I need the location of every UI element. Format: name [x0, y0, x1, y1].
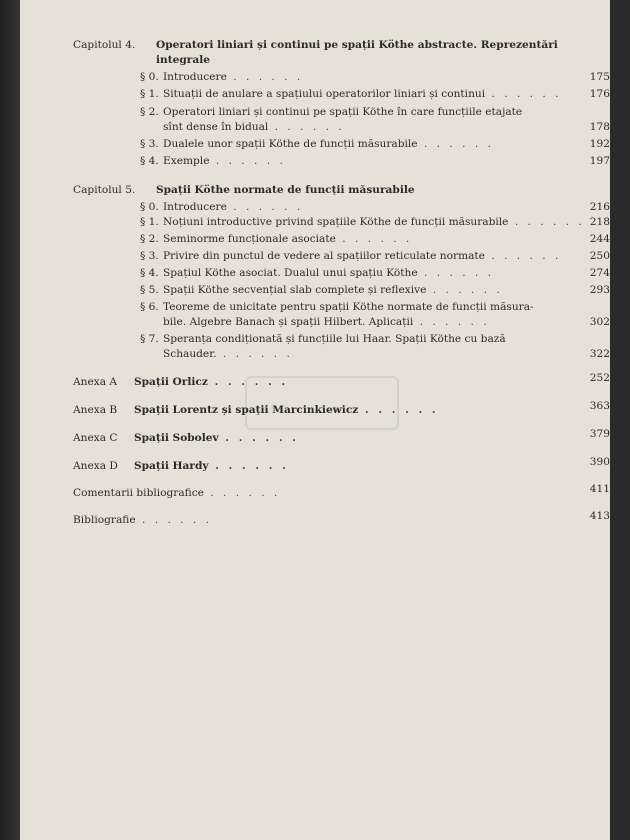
dot-leader: . . . . . .: [508, 216, 585, 228]
page-number: 322: [589, 348, 610, 360]
annex-title: Spații Sobolev . . . . . .: [134, 432, 299, 444]
page-number: 411: [589, 483, 610, 495]
dot-leader: . . . . . .: [209, 155, 286, 167]
page-number: 175: [589, 71, 610, 83]
dot-leader: . . . . . .: [226, 201, 304, 213]
section-number: § 2.: [140, 233, 159, 245]
dot-leader: . . . . . .: [226, 71, 304, 83]
annex-label: Anexa D: [73, 460, 118, 472]
dot-leader: . . . . . .: [268, 121, 345, 133]
section-title: Teoreme de unicitate pentru spații Köthe normate de funcții măsura-: [163, 301, 534, 313]
page-number: 244: [589, 233, 610, 245]
section-title: Noțiuni introductive privind spațiile Köthe de funcții măsurabile . . . . . .: [163, 216, 585, 228]
dot-leader: . . . . . .: [218, 432, 299, 444]
dot-leader: . . . . . .: [203, 487, 281, 499]
annex-label: Anexa C: [73, 432, 118, 444]
section-number: § 3.: [140, 250, 159, 262]
chapter-label: Capitolul 5.: [73, 184, 136, 196]
annex-title: Spații Hardy . . . . . .: [134, 460, 289, 472]
dot-leader: . . . . . .: [208, 460, 289, 472]
page-number: 176: [589, 88, 610, 100]
page-number: 302: [589, 316, 610, 328]
page-number: 293: [589, 284, 610, 296]
section-title: Situații de anulare a spațiului operatorilor liniari și continui . . . . . .: [163, 88, 562, 100]
dot-leader: . . . . . .: [413, 316, 490, 328]
dot-leader: . . . . . .: [417, 267, 495, 279]
section-title: Spațiul Köthe asociat. Dualul unui spațiu Köthe . . . . . .: [163, 267, 495, 279]
section-number: § 4.: [140, 155, 159, 167]
dot-leader: . . . . . .: [485, 88, 562, 100]
dot-leader: . . . . . .: [216, 348, 293, 360]
section-title: Introducere . . . . . .: [163, 201, 304, 213]
section-number: § 5.: [140, 284, 159, 296]
toc-page: [20, 0, 610, 840]
page-number: 216: [589, 201, 610, 213]
page-number: 250: [589, 250, 610, 262]
section-number: § 1.: [140, 216, 159, 228]
section-number: § 6.: [140, 301, 159, 313]
dot-leader: . . . . . .: [426, 284, 503, 296]
dot-leader: . . . . . .: [335, 233, 413, 245]
section-title: Dualele unor spații Köthe de funcții măsurabile . . . . . .: [163, 138, 494, 150]
page-number: 218: [589, 216, 610, 228]
section-title: Speranța condiționată și funcțiile lui Haar. Spații Köthe cu bază: [163, 333, 506, 345]
page-number: 197: [589, 155, 610, 167]
section-title: Schauder. . . . . . .: [163, 348, 293, 360]
section-title: bile. Algebre Banach și spații Hilbert. Aplicații . . . . . .: [163, 316, 490, 328]
toc-entry-title: Comentarii bibliografice . . . . . .: [73, 487, 281, 499]
section-title: sînt dense în bidual . . . . . .: [163, 121, 345, 133]
page-number: 192: [589, 138, 610, 150]
chapter-label: Capitolul 4.: [73, 39, 136, 51]
section-number: § 0.: [140, 201, 159, 213]
section-title: Operatori liniari și continui pe spații Köthe în care funcțiile etajate: [163, 106, 523, 118]
page-number: 379: [589, 428, 610, 440]
section-title: Spații Köthe secvențial slab complete și reflexive . . . . . .: [163, 284, 503, 296]
section-title: Privire din punctul de vedere al spațiilor reticulate normate . . . . . .: [163, 250, 562, 262]
section-number: § 1.: [140, 88, 159, 100]
dot-leader: . . . . . .: [484, 250, 562, 262]
chapter-title: Spații Köthe normate de funcții măsurabile: [156, 184, 415, 196]
page-number: 178: [589, 121, 610, 133]
page-number: 274: [589, 267, 610, 279]
dot-leader: . . . . . .: [135, 514, 213, 526]
section-number: § 3.: [140, 138, 159, 150]
section-number: § 4.: [140, 267, 159, 279]
annex-label: Anexa A: [73, 376, 118, 388]
section-number: § 7.: [140, 333, 159, 345]
chapter-title-cont: integrale: [156, 54, 210, 66]
section-number: § 2.: [140, 106, 159, 118]
dot-leader: . . . . . .: [417, 138, 494, 150]
annex-title: Spații Lorentz și spații Marcinkiewicz . . . . . .: [134, 404, 439, 416]
section-title: Exemple . . . . . .: [163, 155, 286, 167]
page-number: 363: [589, 400, 610, 412]
annex-title: Spații Orlicz . . . . . .: [134, 376, 289, 388]
section-title: Introducere . . . . . .: [163, 71, 304, 83]
chapter-title: Operatori liniari și continui pe spații Köthe abstracte. Reprezentări: [156, 39, 558, 51]
section-number: § 0.: [140, 71, 159, 83]
page-number: 252: [589, 372, 610, 384]
toc-entry-title: Bibliografie . . . . . .: [73, 514, 213, 526]
page-edge-shadow: [0, 0, 22, 840]
page-number: 390: [589, 456, 610, 468]
page-number: 413: [589, 510, 610, 522]
dot-leader: . . . . . .: [207, 376, 289, 388]
section-title: Seminorme funcționale asociate . . . . . .: [163, 233, 413, 245]
dot-leader: . . . . . .: [358, 404, 439, 416]
annex-label: Anexa B: [73, 404, 118, 416]
